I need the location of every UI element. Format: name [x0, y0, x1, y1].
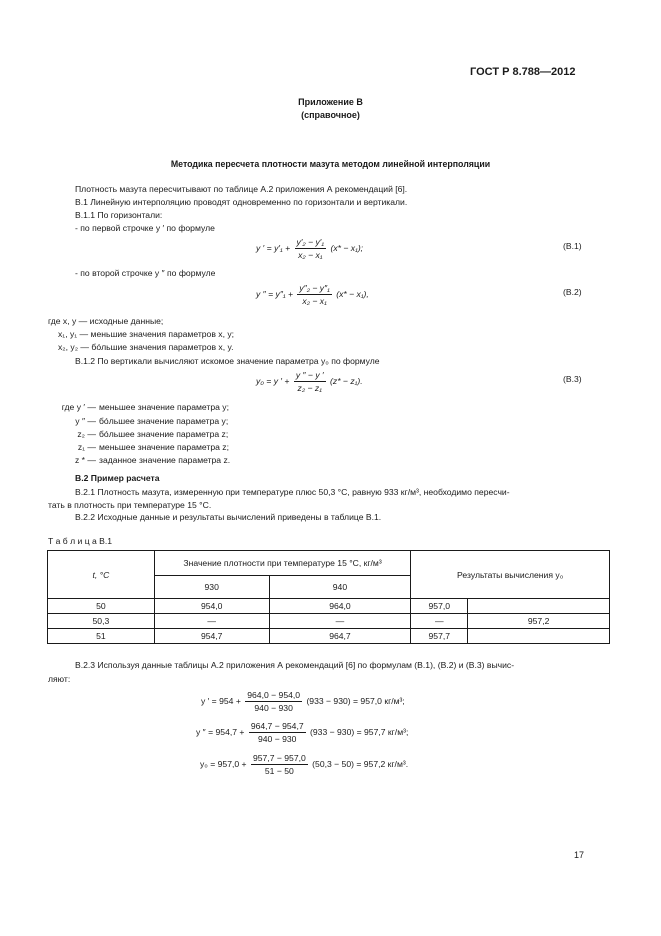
formula-b2-num: y″₂ − y″₁ — [299, 283, 330, 293]
table-cell: 964,7 — [269, 629, 411, 644]
formula-b1-num: y′₂ − y′₁ — [296, 237, 325, 247]
calc-3-left: y₀ = 957,0 + — [200, 758, 247, 769]
where2-sym-2: y ″ — — [75, 416, 96, 426]
formula-b1-den: x₂ − x₁ — [298, 250, 323, 260]
calc-2-num: 964,7 − 954,7 — [250, 721, 304, 731]
formula-b3-right: (z* − z₁). — [330, 375, 363, 386]
table-cell: 957,2 — [468, 614, 610, 629]
table-cell — [468, 599, 610, 614]
b12-text: В.1.2 По вертикали вычисляют искомое значение параметра y₀ по формуле — [75, 356, 380, 366]
formula-b2 — [256, 283, 369, 306]
calc-2-left: y ″ = 954,7 + — [196, 726, 245, 737]
where2-text-4: меньшее значение параметра z; — [99, 442, 229, 452]
formula-b1 — [256, 237, 363, 260]
formula-b3-num: y ″ − y ′ — [295, 370, 324, 380]
section-title: Методика пересчета плотности мазута методом линейной интерполяции — [170, 159, 491, 169]
formula-b3 — [256, 370, 363, 393]
header-density: Значение плотности при температуре 15 °С, кг/м³ — [154, 551, 411, 576]
calc-1-left: y ′ = 954 + — [201, 695, 241, 706]
table-cell: — — [154, 614, 269, 629]
table-cell: 957,0 — [411, 599, 468, 614]
formula-b2-left: y ″ = y″₁ + — [256, 288, 293, 299]
where2-text-2: бóльшее значение параметра y; — [99, 416, 229, 426]
where2-text-3: бóльшее значение параметра z; — [99, 429, 229, 439]
intro-line-1: Плотность мазута пересчитывают по таблице А.2 приложения А рекомендаций [6]. — [75, 184, 408, 194]
appendix-title: Приложение В — [298, 97, 363, 107]
header-940: 940 — [269, 576, 411, 599]
intro-line-2: В.1 Линейную интерполяцию проводят одновременно по горизонтали и вертикали. — [75, 197, 408, 207]
formula-b1-number: (В.1) — [563, 241, 582, 251]
b21-text-2: тать в плотность при температуре 15 °С. — [48, 500, 212, 510]
b22-text: В.2.2 Исходные данные и результаты вычислений приведены в таблице В.1. — [75, 512, 382, 522]
b2-heading: В.2 Пример расчета — [75, 473, 160, 483]
calc-1 — [201, 690, 405, 713]
line-second: - по второй строчке y ″ по формуле — [75, 268, 216, 278]
calc-2-right: (933 − 930) = 957,7 кг/м³; — [310, 726, 409, 737]
line-first: - по первой строчке y ′ по формуле — [75, 223, 215, 233]
formula-b2-number: (В.2) — [563, 287, 582, 297]
b21-text-1: В.2.1 Плотность мазута, измеренную при температуре плюс 50,3 °С, равную 933 кг/м³, необходимо пересчи- — [75, 487, 510, 497]
standard-code: ГОСТ Р 8.788—2012 — [470, 66, 576, 78]
calc-1-den: 940 − 930 — [254, 703, 293, 713]
table-cell: — — [411, 614, 468, 629]
formula-b1-left: y ′ = y′₁ + — [256, 242, 291, 253]
formula-b3-den: z₂ − z₁ — [297, 383, 322, 393]
table-row — [48, 614, 610, 629]
header-t: t, °С — [48, 551, 155, 599]
where1-line-2: x₁, y₁ — меньшие значения параметров x, y; — [58, 329, 235, 339]
where2-sym-3: z₂ — — [77, 429, 96, 439]
header-result: Результаты вычисления y₀ — [411, 551, 610, 599]
calc-2 — [196, 721, 408, 744]
where2-sym-1: где y ′ — — [61, 402, 96, 412]
b23-text-2: ляют: — [48, 674, 71, 684]
table-cell: 954,0 — [154, 599, 269, 614]
appendix-subtitle: (справочное) — [301, 110, 360, 120]
calc-2-den: 940 − 930 — [257, 734, 297, 744]
table-row — [48, 599, 610, 614]
b23-text-1: В.2.3 Используя данные таблицы А.2 приложения А рекомендаций [6] по формулам (В.1), (В.2) и (В.3) вычис- — [75, 660, 515, 670]
where2-sym-4: z₁ — — [77, 442, 96, 452]
formula-b2-right: (x* − x₁), — [336, 288, 369, 299]
table-cell: 957,7 — [411, 629, 468, 644]
header-930: 930 — [154, 576, 269, 599]
calc-3 — [200, 753, 408, 776]
calc-3-den: 51 − 50 — [264, 766, 294, 776]
table-cell — [468, 629, 610, 644]
table-cell: 954,7 — [154, 629, 269, 644]
formula-b1-right: (x* − x₁); — [330, 242, 364, 253]
formula-b3-left: y₀ = y ′ + — [256, 375, 290, 386]
table-caption: Т а б л и ц а В.1 — [48, 536, 113, 546]
table-cell: 50 — [48, 599, 155, 614]
intro-line-3: В.1.1 По горизонтали: — [75, 210, 163, 220]
table-cell: 50,3 — [48, 614, 155, 629]
table-cell: 964,0 — [269, 599, 411, 614]
formula-b3-number: (В.3) — [563, 374, 582, 384]
table-cell: 51 — [48, 629, 155, 644]
formula-b2-den: x₂ − x₁ — [302, 296, 327, 306]
where2-text-5: заданное значение параметра z. — [99, 455, 231, 465]
table-cell: — — [269, 614, 411, 629]
table-row — [48, 629, 610, 644]
where2-sym-5: z * — — [74, 455, 96, 465]
data-table — [47, 550, 610, 644]
calc-1-num: 964,0 − 954,0 — [247, 690, 301, 700]
where1-line-3: x₂, y₂ — бóльшие значения параметров x, y. — [58, 342, 234, 352]
page-number: 17 — [574, 850, 585, 860]
where2-text-1: меньшее значение параметра y; — [99, 402, 229, 412]
where1-line-1: где x, y — исходные данные; — [48, 316, 164, 326]
calc-3-right: (50,3 − 50) = 957,2 кг/м³. — [312, 758, 409, 769]
calc-1-right: (933 − 930) = 957,0 кг/м³; — [306, 695, 405, 706]
calc-3-num: 957,7 − 957,0 — [252, 753, 306, 763]
